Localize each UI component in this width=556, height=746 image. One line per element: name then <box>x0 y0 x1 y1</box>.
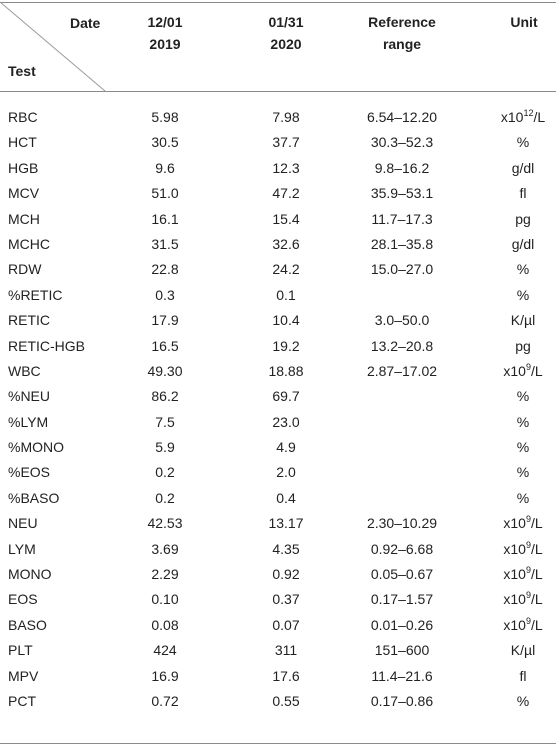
unit: K/µl <box>510 642 536 659</box>
test-name: EOS <box>8 591 38 608</box>
header-column-2020-year: 2020 <box>270 36 302 52</box>
reference-range: 30.3–52.3 <box>370 134 434 151</box>
table-row <box>0 562 556 587</box>
test-name: MPV <box>8 667 39 684</box>
unit: fl <box>519 667 527 684</box>
test-name: BASO <box>8 616 47 633</box>
header-unit: Unit <box>510 14 538 30</box>
value-2019: 0.2 <box>155 489 175 506</box>
unit-exponent: 9 <box>525 539 531 550</box>
table-row <box>0 207 556 232</box>
table-row <box>0 689 556 714</box>
reference-range: 28.1–35.8 <box>370 235 434 252</box>
value-2019: 5.98 <box>151 109 179 125</box>
value-2020: 0.92 <box>272 566 300 583</box>
unit-exponent: 9 <box>525 615 531 626</box>
unit-base: x10 <box>503 566 526 583</box>
reference-range: 2.30–10.29 <box>366 515 438 532</box>
value-2020: 32.6 <box>272 235 300 252</box>
value-2019: 7.5 <box>155 413 175 430</box>
header-bottom-rule <box>0 91 556 92</box>
value-2020: 0.4 <box>276 489 296 506</box>
table-row <box>0 232 556 257</box>
table-row <box>0 486 556 511</box>
unit: % <box>516 692 530 709</box>
unit: g/dl <box>511 235 535 252</box>
header-column-2020-day: 01/31 <box>268 14 304 30</box>
value-2019: 9.6 <box>155 159 175 176</box>
value-2019: 0.3 <box>155 286 175 303</box>
value-2020: 17.6 <box>272 667 300 684</box>
unit-base: x10 <box>503 616 526 633</box>
table-row <box>0 384 556 409</box>
value-2020: 0.55 <box>272 692 300 709</box>
test-name: NEU <box>8 515 38 532</box>
unit-suffix: /L <box>530 591 543 608</box>
unit: % <box>516 388 530 405</box>
reference-range: 15.0–27.0 <box>370 261 434 278</box>
unit: pg <box>515 210 531 227</box>
value-2019: 424 <box>153 642 177 659</box>
unit: % <box>516 413 530 430</box>
unit-base: x10 <box>503 540 526 557</box>
unit <box>490 359 556 384</box>
value-2019: 42.53 <box>147 515 183 532</box>
unit-exponent: 9 <box>525 361 531 372</box>
value-2020: 12.3 <box>272 159 300 176</box>
table-row <box>0 257 556 282</box>
value-2019: 0.10 <box>151 591 179 608</box>
reference-range: 151–600 <box>374 642 430 659</box>
table-row <box>0 334 556 359</box>
test-name: %RETIC <box>8 286 63 303</box>
unit: pg <box>515 337 531 354</box>
value-2020: 0.1 <box>276 286 296 303</box>
unit-base: x10 <box>503 362 526 379</box>
value-2020: 0.07 <box>272 616 300 633</box>
value-2020: 23.0 <box>272 413 300 430</box>
value-2020: 4.9 <box>276 439 296 456</box>
test-name: PCT <box>8 692 36 709</box>
test-name: LYM <box>8 540 36 557</box>
unit <box>490 562 556 587</box>
test-name: %NEU <box>8 388 51 405</box>
header-column-2019-day: 12/01 <box>147 14 183 30</box>
value-2020: 19.2 <box>272 337 300 354</box>
unit: % <box>516 134 530 151</box>
test-name: %BASO <box>8 489 60 506</box>
table-bottom-rule <box>0 743 556 744</box>
test-name: RETIC <box>8 312 50 329</box>
value-2019: 16.1 <box>151 210 179 227</box>
header-column-2019-year: 2019 <box>149 36 181 52</box>
table-row <box>0 435 556 460</box>
test-name: %MONO <box>8 439 64 456</box>
unit: % <box>516 464 530 481</box>
table-row <box>0 511 556 536</box>
value-2020: 311 <box>274 642 298 659</box>
value-2019: 30.5 <box>151 134 179 151</box>
reference-range: 0.01–0.26 <box>370 616 434 633</box>
value-2019: 0.2 <box>155 464 175 481</box>
reference-range: 6.54–12.20 <box>366 109 438 125</box>
unit-exponent: 9 <box>525 565 531 576</box>
value-2019: 31.5 <box>151 235 179 252</box>
table-row <box>0 308 556 333</box>
header-test-label: Test <box>8 63 36 79</box>
value-2019: 16.5 <box>151 337 179 354</box>
test-name: HGB <box>8 159 39 176</box>
reference-range: 0.92–6.68 <box>370 540 434 557</box>
table-row <box>0 537 556 562</box>
table-row <box>0 587 556 612</box>
value-2020: 7.98 <box>272 109 300 125</box>
reference-range: 9.8–16.2 <box>374 159 430 176</box>
reference-range: 3.0–50.0 <box>374 312 430 329</box>
table-row <box>0 638 556 663</box>
value-2019: 3.69 <box>151 540 179 557</box>
value-2019: 0.72 <box>151 692 179 709</box>
value-2019: 49.30 <box>147 362 183 379</box>
table-row <box>0 130 556 155</box>
value-2020: 10.4 <box>272 312 300 329</box>
value-2020: 37.7 <box>272 134 300 151</box>
unit-suffix: /L <box>530 362 543 379</box>
test-name: MCV <box>8 185 40 202</box>
unit: g/dl <box>511 159 535 176</box>
unit-exponent: 12 <box>523 108 534 118</box>
value-2019: 16.9 <box>151 667 179 684</box>
value-2019: 86.2 <box>151 388 179 405</box>
unit: % <box>516 439 530 456</box>
test-name: MCHC <box>8 235 50 252</box>
table-row <box>0 283 556 308</box>
value-2020: 24.2 <box>272 261 300 278</box>
table-row <box>0 410 556 435</box>
unit-suffix: /L <box>530 515 543 532</box>
test-name: PLT <box>8 642 33 659</box>
unit <box>490 537 556 562</box>
reference-range: 11.4–21.6 <box>371 667 433 684</box>
reference-range: 11.7–17.3 <box>371 210 433 227</box>
unit-base: x10 <box>503 515 526 532</box>
value-2019: 0.08 <box>151 616 179 633</box>
header-column-2020 <box>226 11 346 55</box>
reference-range: 0.17–1.57 <box>370 591 434 608</box>
unit: % <box>516 286 530 303</box>
unit: K/µl <box>510 312 536 329</box>
test-name: MCH <box>8 210 40 227</box>
table-row <box>0 359 556 384</box>
unit: fl <box>519 185 527 202</box>
reference-range: 35.9–53.1 <box>370 185 434 202</box>
value-2019: 51.0 <box>151 185 179 202</box>
value-2019: 2.29 <box>151 566 179 583</box>
value-2020: 69.7 <box>272 388 300 405</box>
table-row <box>0 156 556 181</box>
table-row <box>0 664 556 689</box>
value-2020: 13.17 <box>268 515 304 532</box>
test-name: RETIC-HGB <box>8 337 85 354</box>
unit-suffix: /L <box>530 616 543 633</box>
reference-range: 2.87–17.02 <box>366 362 438 379</box>
value-2020: 2.0 <box>276 464 296 481</box>
test-name: RDW <box>8 261 42 278</box>
unit-suffix: /L <box>533 109 546 125</box>
header-reference-line2: range <box>382 36 422 52</box>
table-body <box>0 105 556 714</box>
value-2020: 0.37 <box>272 591 300 608</box>
reference-range: 0.17–0.86 <box>370 692 434 709</box>
unit-base: x10 <box>500 109 524 125</box>
value-2019: 17.9 <box>151 312 179 329</box>
value-2020: 15.4 <box>272 210 300 227</box>
header-date-label: Date <box>70 15 101 31</box>
test-name: %EOS <box>8 464 51 481</box>
test-name: MONO <box>8 566 52 583</box>
unit-suffix: /L <box>530 566 543 583</box>
header-reference-line1: Reference <box>368 14 436 30</box>
test-name: %LYM <box>8 413 49 430</box>
value-2020: 18.88 <box>268 362 304 379</box>
value-2019: 22.8 <box>151 261 179 278</box>
unit-exponent: 9 <box>525 590 531 601</box>
test-name: HCT <box>8 134 37 151</box>
value-2019: 5.9 <box>155 439 175 456</box>
table-row <box>0 105 556 130</box>
unit: % <box>516 261 530 278</box>
header-column-2019 <box>105 11 225 55</box>
value-2020: 47.2 <box>272 185 300 202</box>
header-reference-range <box>332 11 472 55</box>
reference-range: 0.05–0.67 <box>370 566 434 583</box>
unit: % <box>516 489 530 506</box>
unit <box>490 613 556 638</box>
reference-range: 13.2–20.8 <box>370 337 434 354</box>
table-row <box>0 181 556 206</box>
unit-exponent: 9 <box>525 514 531 525</box>
unit-suffix: /L <box>530 540 543 557</box>
unit <box>490 587 556 612</box>
value-2020: 4.35 <box>272 540 300 557</box>
test-name: WBC <box>8 362 41 379</box>
unit <box>490 511 556 536</box>
test-name: RBC <box>8 109 38 125</box>
table-row <box>0 613 556 638</box>
unit <box>490 105 556 130</box>
table-row <box>0 460 556 485</box>
unit-base: x10 <box>503 591 526 608</box>
